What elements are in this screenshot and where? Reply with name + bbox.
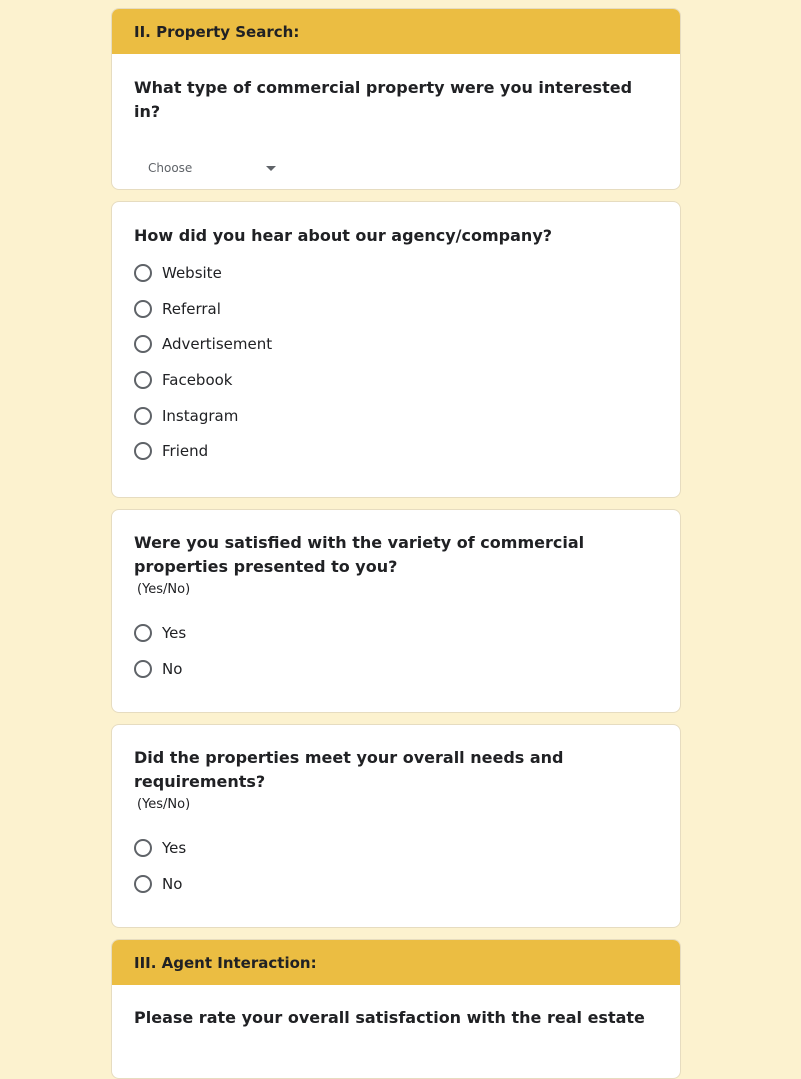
variety-satisfied-card	[111, 509, 681, 713]
option-label: Facebook	[162, 370, 233, 389]
option-label: Website	[162, 263, 222, 282]
radio-option-yes[interactable]	[134, 830, 658, 866]
option-label: Advertisement	[162, 335, 273, 354]
option-label: No	[162, 659, 183, 678]
radio-circle-icon[interactable]	[134, 839, 152, 857]
question-title-variety-satisfied: Were you satisfied with the variety of commercial properties presented to you?	[134, 533, 585, 576]
radio-option-no[interactable]	[134, 866, 658, 902]
question-title-hear-about: How did you hear about our agency/company?	[134, 226, 553, 245]
property-type-dropdown[interactable]	[148, 157, 276, 179]
question-title-property-type: What type of commercial property were you interested in?	[134, 78, 633, 121]
radio-circle-icon[interactable]	[134, 371, 152, 389]
radio-option-advertisement[interactable]	[134, 326, 658, 362]
section-header-agent-interaction: III. Agent Interaction:	[112, 940, 680, 985]
chevron-down-icon	[266, 166, 276, 171]
option-label: Yes	[162, 623, 187, 642]
property-search-card	[111, 8, 681, 190]
radio-option-yes[interactable]	[134, 615, 658, 651]
radio-option-referral[interactable]	[134, 291, 658, 327]
variety-satisfied-options	[134, 615, 658, 686]
radio-circle-icon[interactable]	[134, 875, 152, 893]
option-label: Yes	[162, 838, 187, 857]
radio-circle-icon[interactable]	[134, 442, 152, 460]
question-subtitle-yes-no: (Yes/No)	[137, 797, 191, 812]
radio-circle-icon[interactable]	[134, 660, 152, 678]
radio-circle-icon[interactable]	[134, 335, 152, 353]
option-label: Instagram	[162, 406, 239, 425]
radio-option-website[interactable]	[134, 255, 658, 291]
radio-option-friend[interactable]	[134, 433, 658, 469]
radio-circle-icon[interactable]	[134, 264, 152, 282]
hear-about-card	[111, 201, 681, 498]
radio-option-no[interactable]	[134, 651, 658, 687]
needs-met-card	[111, 724, 681, 928]
needs-met-options	[134, 830, 658, 901]
dropdown-selected-value: Choose	[148, 161, 193, 175]
radio-circle-icon[interactable]	[134, 407, 152, 425]
radio-circle-icon[interactable]	[134, 300, 152, 318]
question-subtitle-yes-no: (Yes/No)	[137, 582, 191, 597]
form-column	[111, 8, 681, 1079]
question-title-overall-rating: Please rate your overall satisfaction with the real estate	[134, 1008, 645, 1027]
section-header-property-search: II. Property Search:	[112, 9, 680, 54]
hear-about-options	[134, 255, 658, 469]
option-label: Referral	[162, 299, 221, 318]
radio-option-facebook[interactable]	[134, 362, 658, 398]
radio-option-instagram[interactable]	[134, 398, 658, 434]
agent-interaction-card	[111, 939, 681, 1079]
radio-circle-icon[interactable]	[134, 624, 152, 642]
question-title-needs-met: Did the properties meet your overall needs and requirements?	[134, 748, 564, 791]
option-label: No	[162, 874, 183, 893]
option-label: Friend	[162, 442, 209, 461]
